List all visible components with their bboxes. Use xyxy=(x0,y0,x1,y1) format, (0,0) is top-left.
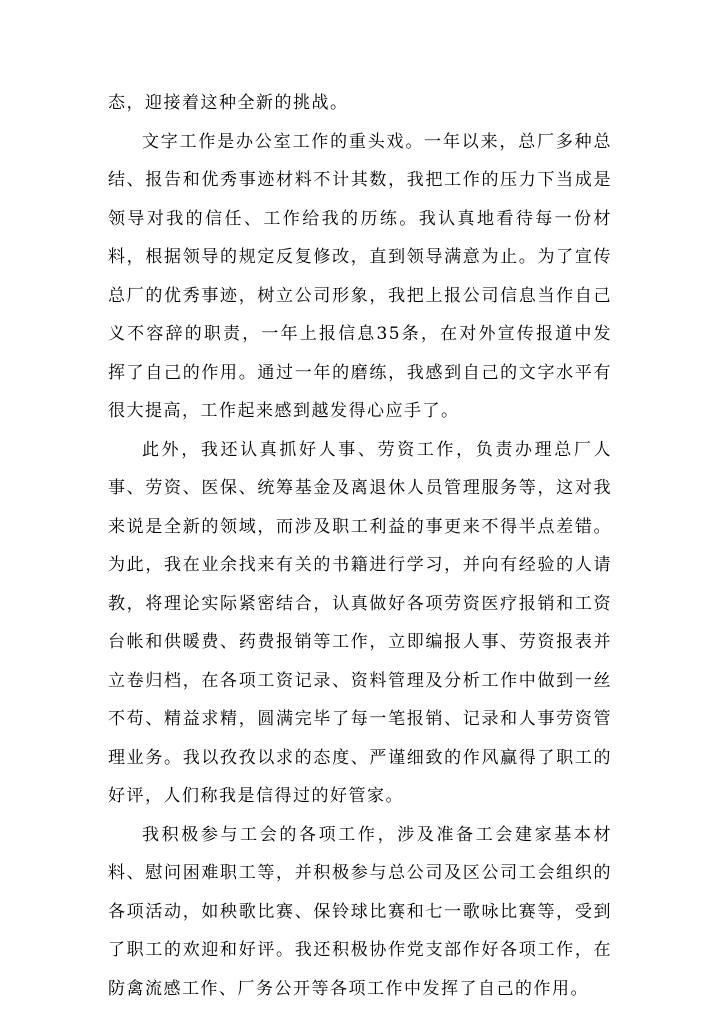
paragraph: 此外，我还认真抓好人事、劳资工作，负责办理总厂人事、劳资、医保、统筹基金及离退休人员管理服务等，这对我来说是全新的领域，而涉及职工利益的事更来不得半点差错。为此，我在业余找来有关的书籍进行学习，并向有经验的人请教，将理论实际紧密结合，认真做好各项劳资医疗报销和工资台帐和供暖费、药费报销等工作，立即编报人事、劳资报表并立卷归档，在各项工资记录、资料管理及分析工作中做到一丝不苟、精益求精，圆满完毕了每一笔报销、记录和人事劳资管理业务。我以孜孜以求的态度、严谨细致的作风赢得了职工的好评，人们称我是信得过的好管家。 xyxy=(108,439,612,806)
paragraph: 态，迎接着这种全新的挑战。 xyxy=(108,93,349,113)
document-body xyxy=(108,84,612,1008)
paragraph: 我积极参与工会的各项工作，涉及准备工会建家基本材料、慰问困难职工等，并积极参与总公司及区公司工会组织的各项活动，如秧歌比赛、保铃球比赛和七一歌咏比赛等，受到了职工的欢迎和好评。我还积极协作党支部作好各项工作，在防禽流感工作、厂务公开等各项工作中发挥了自己的作用。 xyxy=(108,824,612,999)
paragraph: 文字工作是办公室工作的重头戏。一年以来，总厂多种总结、报告和优秀事迹材料不计其数，我把工作的压力下当成是领导对我的信任、工作给我的历练。我认真地看待每一份材料，根据领导的规定反复修改，直到领导满意为止。为了宣传总厂的优秀事迹，树立公司形象，我把上报公司信息当作自己义不容辞的职责，一年上报信息35条，在对外宣传报道中发挥了自己的作用。通过一年的磨练，我感到自己的文字水平有很大提高，工作起来感到越发得心应手了。 xyxy=(108,131,612,421)
